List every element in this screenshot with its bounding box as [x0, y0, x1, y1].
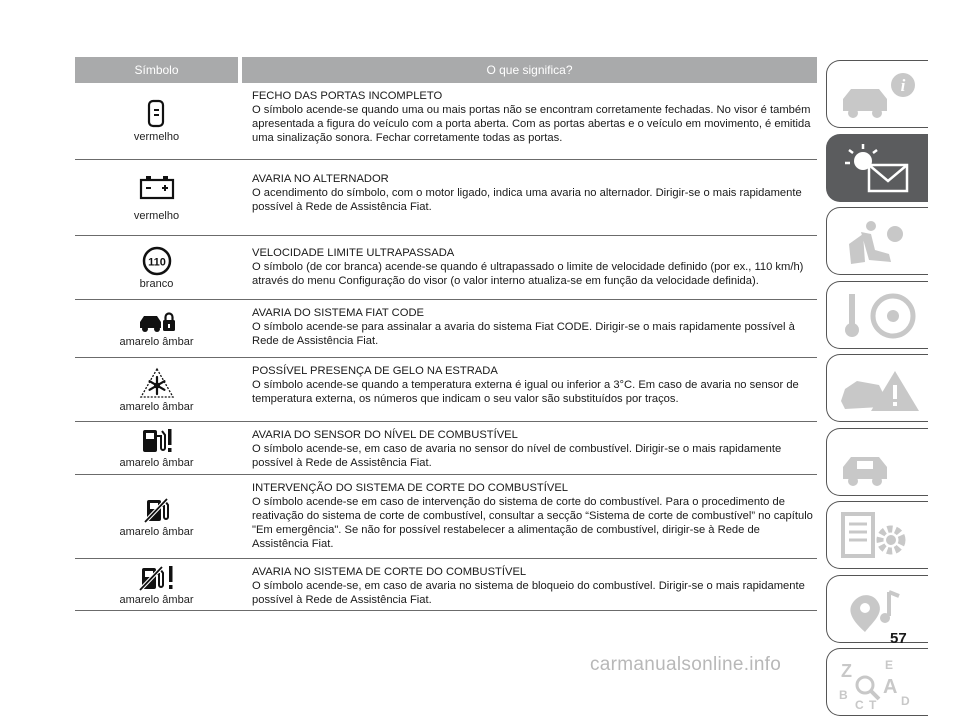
- svg-text:Z: Z: [841, 661, 852, 681]
- row-title: POSSÍVEL PRESENÇA DE GELO NA ESTRADA: [252, 365, 498, 377]
- color-label: amarelo âmbar: [119, 593, 194, 606]
- table-row: [75, 475, 817, 559]
- car-emergency-icon: [835, 435, 925, 491]
- row-title: AVARIA DO SENSOR DO NÍVEL DE COMBUSTÍVEL: [252, 429, 518, 441]
- chapter-tab-emergency[interactable]: [826, 428, 928, 496]
- fuel-warning-icon: [140, 427, 174, 455]
- index-letters-icon: [835, 655, 925, 711]
- chapter-tab-multimedia[interactable]: [826, 575, 928, 643]
- chapter-tab-knowing-car[interactable]: [826, 60, 928, 128]
- svg-text:A: A: [883, 676, 898, 698]
- chapter-tab-maintenance[interactable]: [826, 501, 928, 569]
- svg-text:i: i: [900, 76, 906, 95]
- row-body: O símbolo (de cor branca) acende-se quando é ultrapassado o limite de velocidade definido (por ex., 110 km/h) através do menu Configuração do visor (o valor interno atualiza-se em função da velocidade definida).: [252, 261, 804, 288]
- table-row: [75, 422, 817, 475]
- row-body: O símbolo acende-se, em caso de avaria no sensor do nível de combustível. Dirigir-se o mais rapidamente possível à Rede de Assistência Fiat.: [252, 443, 782, 470]
- row-body: O acendimento do símbolo, com o motor ligado, indica uma avaria no alternador. Dirigir-se o mais rapidamente possível à Rede de Assistência Fiat.: [252, 187, 802, 214]
- maintenance-gear-icon: [835, 508, 925, 564]
- warning-lights-table: [75, 57, 817, 611]
- header-symbol: Símbolo: [75, 57, 238, 83]
- table-row: [75, 358, 817, 422]
- multimedia-icon: [835, 582, 925, 638]
- header-meaning: O que significa?: [242, 57, 817, 83]
- svg-text:C: C: [855, 698, 864, 711]
- table-header: [75, 57, 817, 83]
- fuel-cutoff-icon: [143, 496, 171, 524]
- fuel-cutoff-warning-icon: [138, 564, 176, 592]
- svg-text:D: D: [901, 694, 910, 708]
- row-body: O símbolo acende-se em caso de intervenção do sistema de corte do combustível. Para o procedimento de reativação do sistema de corte de combustível, consultar a secção “Sistema de corte de combustível” no capítulo "Em emergência". Se não for possível restabelecer a alimentação de combustível, dirigir-se à Rede de Assistência Fiat.: [252, 496, 813, 551]
- color-label: amarelo âmbar: [119, 525, 194, 538]
- door-open-icon: [146, 99, 168, 129]
- table-row: [75, 559, 817, 611]
- row-title: FECHO DAS PORTAS INCOMPLETO: [252, 90, 443, 102]
- color-label: amarelo âmbar: [119, 335, 194, 348]
- color-label: branco: [139, 277, 174, 290]
- battery-icon: [139, 174, 175, 200]
- color-label: vermelho: [133, 209, 180, 222]
- chapter-tab-warning-lights[interactable]: [826, 354, 928, 422]
- row-body: O símbolo acende-se para assinalar a avaria do sistema Fiat CODE. Dirigir-se o mais rapidamente possível à Rede de Assistência Fiat.: [252, 321, 795, 348]
- svg-text:E: E: [885, 658, 894, 672]
- row-title: VELOCIDADE LIMITE ULTRAPASSADA: [252, 247, 455, 259]
- table-row: [75, 160, 817, 236]
- page-number: 57: [890, 630, 907, 647]
- chapter-tab-instrument-panel[interactable]: [826, 134, 928, 202]
- table-row: [75, 236, 817, 300]
- speed-limit-icon: [142, 246, 172, 276]
- row-title: AVARIA DO SISTEMA FIAT CODE: [252, 307, 424, 319]
- row-body: O símbolo acende-se, em caso de avaria no sistema de bloqueio do combustível. Dirigir-se o mais rapidamente possível à Rede de Assistência Fiat.: [252, 580, 805, 607]
- table-row: [75, 300, 817, 358]
- row-title: INTERVENÇÃO DO SISTEMA DE CORTE DO COMBUSTÍVEL: [252, 482, 568, 494]
- row-body: O símbolo acende-se quando a temperatura externa é igual ou inferior a 3°C. Em caso de avaria no sensor de temperatura externa, os números que indicam o seu valor são substituídos por traços.: [252, 379, 799, 406]
- row-body: O símbolo acende-se quando uma ou mais portas não se encontram corretamente fechadas. No visor é também apresentada a figura do veículo com a porta aberta. Com as portas abertas e o veículo em movimento, é emitida uma sinalização sonora. Fechar corretamente todas as portas.: [252, 104, 811, 145]
- chapter-tab-starting-driving[interactable]: [826, 281, 928, 349]
- color-label: vermelho: [133, 131, 180, 143]
- chapter-tabs: [826, 60, 930, 722]
- speed-limit-value: 110: [147, 256, 166, 268]
- row-title: AVARIA NO ALTERNADOR: [252, 173, 389, 185]
- table-row: [75, 83, 817, 160]
- car-lock-icon: [137, 310, 177, 334]
- svg-text:T: T: [869, 698, 877, 711]
- chapter-tab-safety[interactable]: [826, 207, 928, 275]
- car-info-icon: [835, 67, 925, 123]
- row-title: AVARIA NO SISTEMA DE CORTE DO COMBUSTÍVEL: [252, 566, 527, 578]
- chapter-tab-index[interactable]: [826, 648, 928, 716]
- seat-airbag-icon: [835, 214, 925, 270]
- snowflake-warning-icon: [139, 367, 175, 399]
- color-label: amarelo âmbar: [119, 457, 194, 469]
- car-crash-warning-icon: [835, 361, 925, 417]
- key-steering-icon: [835, 288, 925, 344]
- footer-watermark: carmanualsonline.info: [590, 654, 782, 675]
- color-label: amarelo âmbar: [119, 400, 194, 413]
- svg-text:B: B: [839, 688, 848, 702]
- warning-light-message-icon: [835, 141, 925, 197]
